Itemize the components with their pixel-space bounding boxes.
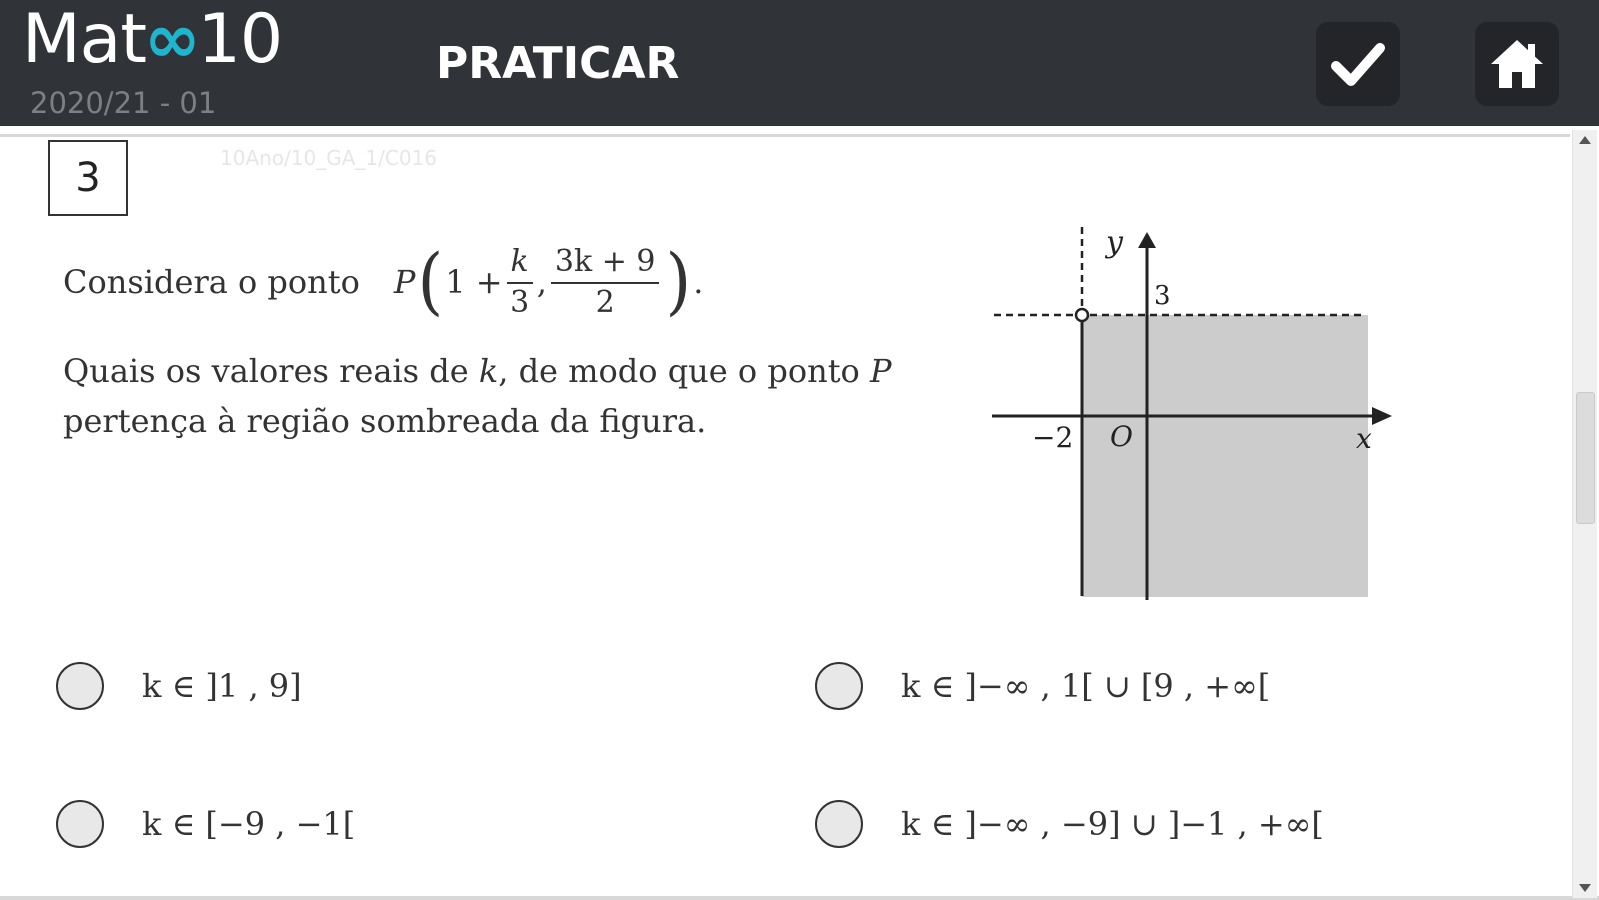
home-icon [1487, 36, 1547, 92]
home-button[interactable] [1475, 22, 1559, 106]
point-end: . [693, 263, 704, 301]
y-fraction [551, 242, 660, 322]
scroll-down-arrow[interactable] [1573, 878, 1597, 898]
option-a[interactable] [56, 662, 302, 710]
scroll-up-arrow[interactable] [1573, 130, 1597, 150]
point-name: P [393, 263, 416, 301]
logo-suffix: 10 [197, 0, 283, 79]
option-d-label[interactable]: k ∈ ]−∞ , −9] ∪ ]−1 , +∞[ [901, 805, 1324, 843]
option-a-label[interactable]: k ∈ ]1 , 9] [142, 667, 302, 705]
shaded-region [1082, 315, 1368, 597]
content-divider [0, 134, 1570, 137]
arrow-up-icon [1579, 136, 1591, 144]
x-numerator: k [507, 242, 533, 284]
x-tick-label: −2 [1032, 421, 1074, 454]
arrow-down-icon [1579, 884, 1591, 892]
check-button[interactable] [1316, 22, 1400, 106]
x-fraction [507, 242, 533, 322]
option-c[interactable] [56, 800, 355, 848]
scroll-thumb[interactable] [1576, 392, 1595, 524]
option-b-label[interactable]: k ∈ ]−∞ , 1[ ∪ [9 , +∞[ [901, 667, 1271, 705]
question-number: 3 [48, 140, 128, 216]
option-b-radio[interactable] [815, 662, 863, 710]
option-d-radio[interactable] [815, 800, 863, 848]
stem-line1-b: , de modo que o ponto [498, 352, 860, 390]
logo-prefix: Mat [22, 0, 147, 79]
x-prefix: 1 + [445, 263, 503, 301]
comma: , [536, 263, 547, 301]
x-denominator: 3 [510, 285, 530, 320]
option-d[interactable] [815, 800, 1324, 848]
option-c-radio[interactable] [56, 800, 104, 848]
vertical-scrollbar[interactable] [1572, 130, 1597, 898]
stem-line1-a: Quais os valores reais de [63, 352, 469, 390]
y-denominator: 2 [595, 285, 615, 320]
y-tick-label: 3 [1154, 281, 1171, 311]
x-axis-arrow [1372, 407, 1392, 425]
coordinate-figure [980, 222, 1400, 616]
app-logo [22, 0, 282, 80]
option-c-label[interactable]: k ∈ [−9 , −1[ [142, 805, 356, 843]
region-graph [980, 222, 1400, 612]
option-a-radio[interactable] [56, 662, 104, 710]
open-point [1076, 309, 1088, 321]
question-stem-point [63, 239, 704, 324]
question-stem [63, 346, 963, 446]
y-axis-arrow [1138, 232, 1156, 248]
stem-var: k [478, 352, 499, 390]
stem-point: P [869, 352, 892, 390]
check-icon [1330, 36, 1386, 92]
logo-infinity: ∞ [144, 0, 200, 79]
content-bottom-border [0, 896, 1599, 900]
y-numerator: 3k + 9 [551, 242, 660, 284]
paren-close: ) [665, 239, 692, 324]
option-b[interactable] [815, 662, 1270, 710]
mode-title: PRATICAR [436, 38, 680, 89]
origin-label: O [1110, 420, 1133, 453]
x-label: x [1356, 422, 1372, 455]
session-label: 2020/21 - 01 [30, 86, 217, 120]
y-label: y [1106, 225, 1123, 260]
stem-line2: pertença à região sombreada da figura. [63, 402, 707, 440]
question-code: 10Ano/10_GA_1/C016 [220, 146, 438, 170]
stem-intro: Considera o ponto [63, 263, 360, 301]
paren-open: ( [417, 239, 444, 324]
